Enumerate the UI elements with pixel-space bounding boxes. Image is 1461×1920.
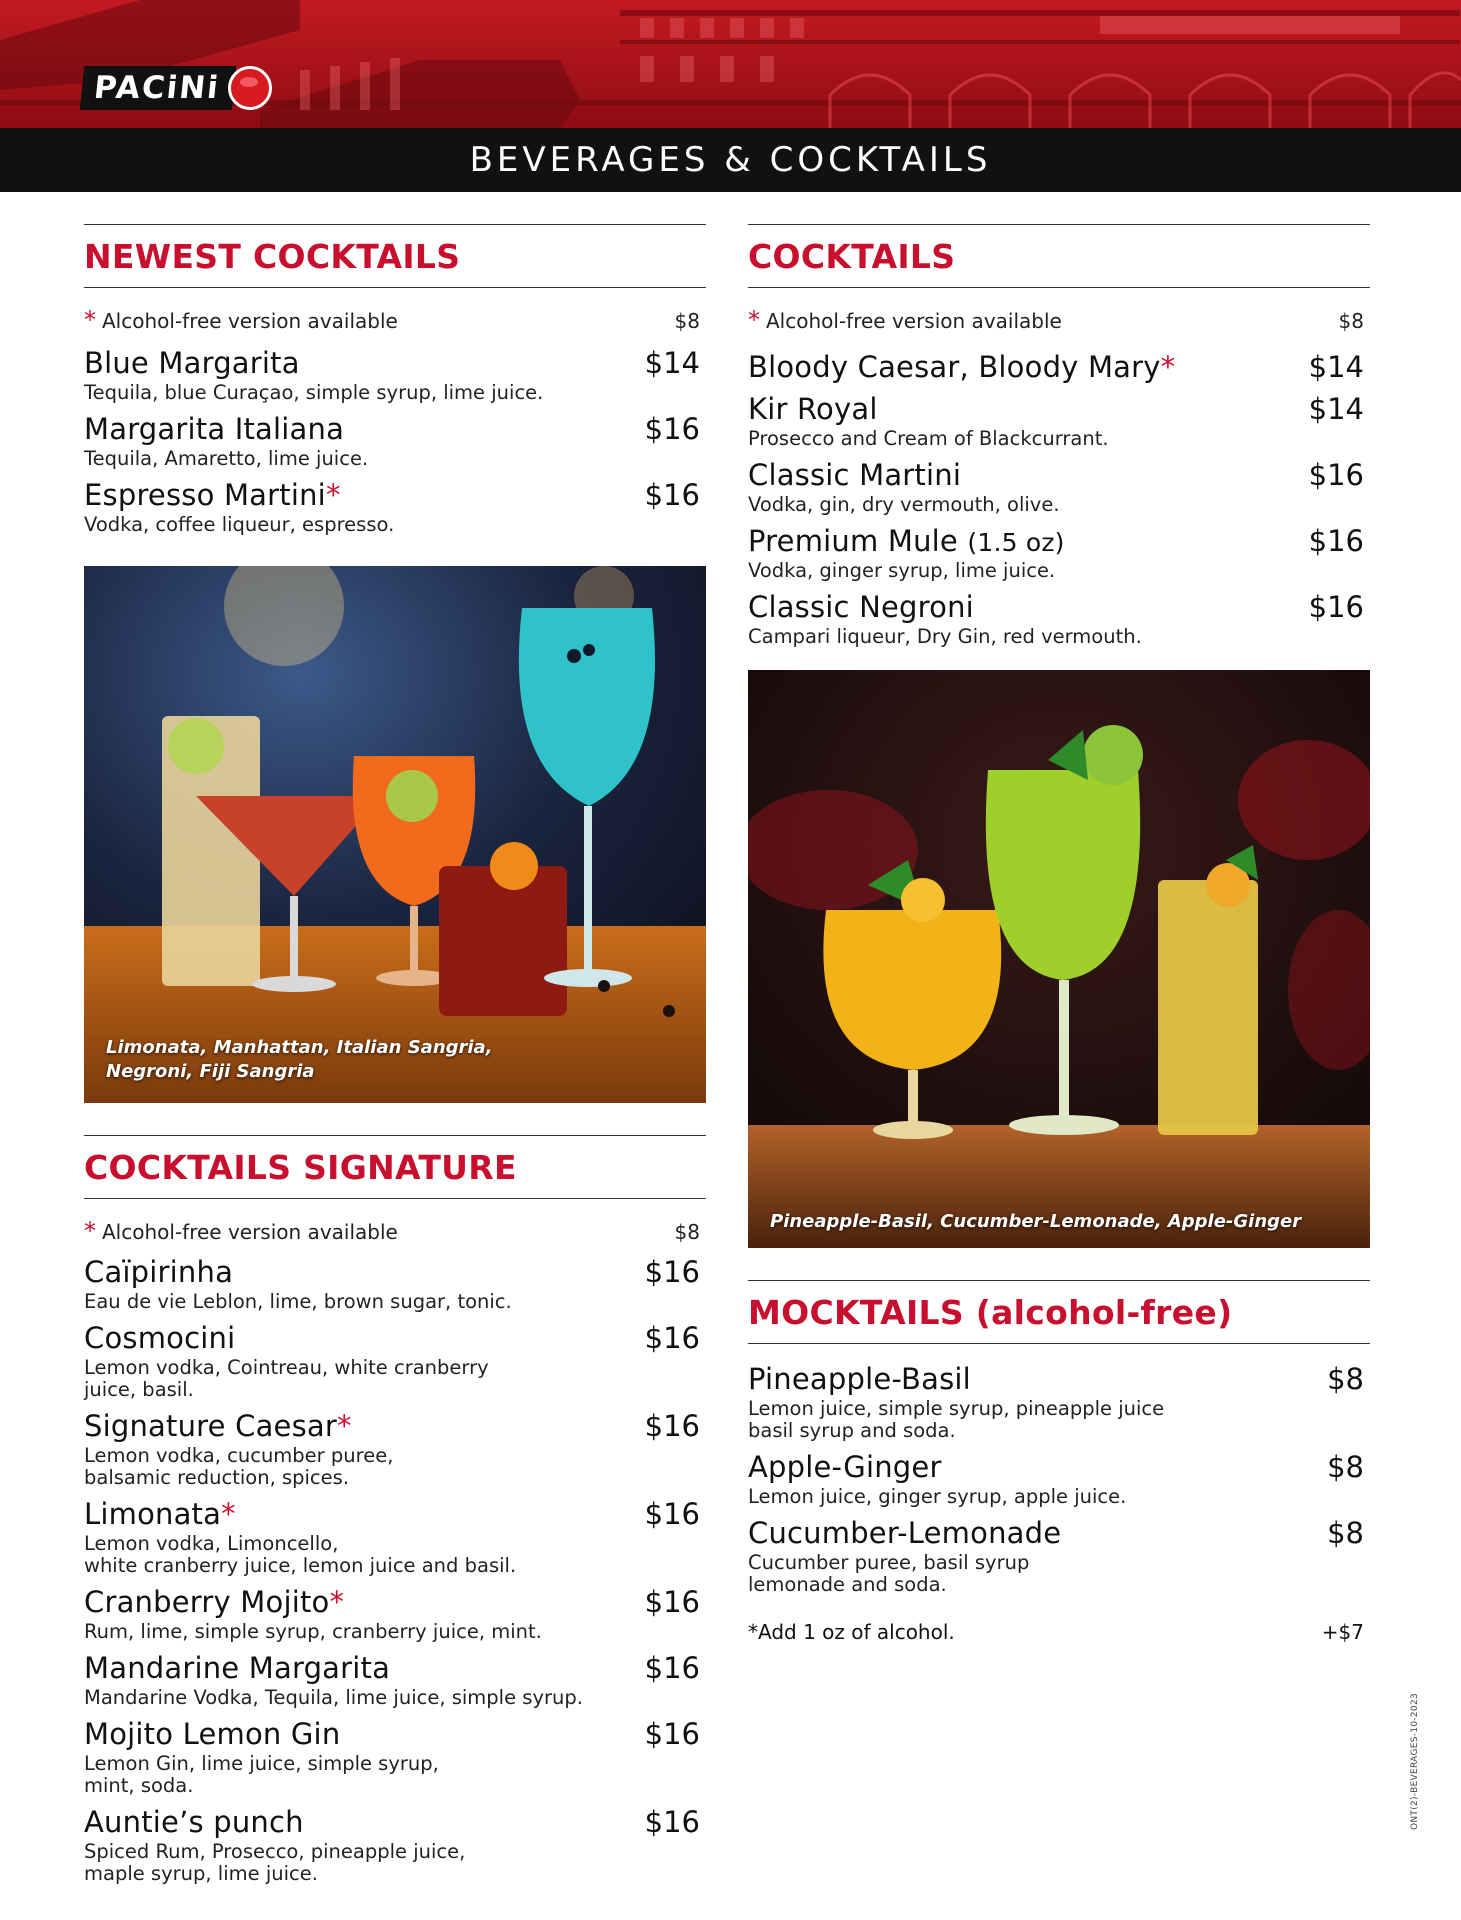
section-title-cocktails: COCKTAILS xyxy=(748,224,1370,288)
note-text: Alcohol-free version available xyxy=(766,309,1062,333)
note-price: $8 xyxy=(674,1220,700,1244)
item-description: Lemon vodka, cucumber puree, balsamic reduction, spices. xyxy=(84,1444,394,1489)
item-description: Vodka, coffee liqueur, espresso. xyxy=(84,513,395,536)
asterisk-icon: * xyxy=(325,478,341,512)
menu-item xyxy=(84,1585,706,1643)
menu-item xyxy=(84,346,706,404)
pacini-logo xyxy=(82,64,272,112)
item-price: $16 xyxy=(644,478,700,512)
menu-item xyxy=(84,478,706,536)
item-description: Prosecco and Cream of Blackcurrant. xyxy=(748,427,1109,450)
item-name: Kir Royal xyxy=(748,392,878,426)
item-price: $8 xyxy=(1327,1362,1364,1396)
item-description: Lemon vodka, Cointreau, white cranberry juice, basil. xyxy=(84,1356,489,1401)
section-title-mocktails: MOCKTAILS (alcohol-free) xyxy=(748,1280,1370,1344)
note-price: $8 xyxy=(674,309,700,333)
menu-item xyxy=(748,350,1370,384)
section-title-signature: COCKTAILS SIGNATURE xyxy=(84,1135,706,1199)
menu-item xyxy=(84,1255,706,1313)
menu-item xyxy=(748,1362,1370,1442)
note-text: Alcohol-free version available xyxy=(102,1220,398,1244)
menu-item xyxy=(84,1717,706,1797)
logo-text: PACiNi xyxy=(80,66,236,110)
menu-item xyxy=(84,412,706,470)
logo-mark-icon xyxy=(228,66,272,110)
item-name: Limonata* xyxy=(84,1497,236,1531)
item-price: $16 xyxy=(1308,524,1364,558)
item-name: Classic Martini xyxy=(748,458,962,492)
item-name: Mojito Lemon Gin xyxy=(84,1717,341,1751)
asterisk-icon: * xyxy=(84,306,96,334)
section-title-newest: NEWEST COCKTAILS xyxy=(84,224,706,288)
photo-caption: Limonata, Manhattan, Italian Sangria, Negroni, Fiji Sangria xyxy=(106,1037,493,1082)
item-price: $8 xyxy=(1327,1516,1364,1550)
asterisk-icon: * xyxy=(329,1585,345,1619)
alcohol-free-note xyxy=(84,1217,706,1245)
item-name: Auntie’s punch xyxy=(84,1805,304,1839)
item-price: $16 xyxy=(644,1805,700,1839)
item-price: $16 xyxy=(644,1651,700,1685)
item-name: Classic Negroni xyxy=(748,590,974,624)
item-price: $14 xyxy=(1308,350,1364,384)
item-name: Caïpirinha xyxy=(84,1255,234,1289)
item-description: Cucumber puree, basil syrup lemonade and soda. xyxy=(748,1551,1030,1596)
item-price: $16 xyxy=(1308,458,1364,492)
item-price: $16 xyxy=(644,1255,700,1289)
cocktail-glasses-illustration xyxy=(84,566,706,1103)
cocktails-photo xyxy=(84,566,706,1103)
item-unit: (1.5 oz) xyxy=(967,528,1065,557)
item-description: Vodka, ginger syrup, lime juice. xyxy=(748,559,1056,582)
addon-label: *Add 1 oz of alcohol. xyxy=(748,1620,955,1644)
document-code: ONT(2)-BEVERAGES-10-2023 xyxy=(1410,1692,1420,1830)
menu-item xyxy=(748,392,1370,450)
item-description: Lemon vodka, Limoncello, white cranberry juice, lemon juice and basil. xyxy=(84,1532,517,1577)
menu-item xyxy=(748,524,1370,582)
item-name: Margarita Italiana xyxy=(84,412,345,446)
item-description: Tequila, blue Curaçao, simple syrup, lime juice. xyxy=(84,381,544,404)
asterisk-icon: * xyxy=(748,306,760,334)
mocktail-glasses-illustration xyxy=(748,670,1370,1248)
asterisk-icon: * xyxy=(337,1409,352,1443)
item-description: Rum, lime, simple syrup, cranberry juice, mint. xyxy=(84,1620,542,1643)
item-price: $14 xyxy=(644,346,700,380)
item-price: $8 xyxy=(1327,1450,1364,1484)
menu-item xyxy=(84,1805,706,1885)
item-description: Vodka, gin, dry vermouth, olive. xyxy=(748,493,1060,516)
item-description: Tequila, Amaretto, lime juice. xyxy=(84,447,369,470)
item-name: Cucumber-Lemonade xyxy=(748,1516,1062,1550)
alcohol-free-note xyxy=(84,306,706,334)
item-description: Lemon Gin, lime juice, simple syrup, mint, soda. xyxy=(84,1752,439,1797)
item-price: $16 xyxy=(644,1409,700,1443)
right-column xyxy=(748,224,1370,1644)
item-name: Bloody Caesar, Bloody Mary* xyxy=(748,350,1176,384)
header-banner xyxy=(0,0,1461,128)
menu-item xyxy=(84,1497,706,1577)
item-description: Spiced Rum, Prosecco, pineapple juice, maple syrup, lime juice. xyxy=(84,1840,466,1885)
menu-item xyxy=(748,590,1370,648)
item-name: Mandarine Margarita xyxy=(84,1651,391,1685)
asterisk-icon: * xyxy=(1160,350,1176,384)
item-name: Signature Caesar* xyxy=(84,1409,352,1443)
menu-item xyxy=(748,1516,1370,1596)
item-name: Cranberry Mojito* xyxy=(84,1585,345,1619)
item-name: Blue Margarita xyxy=(84,346,300,380)
menu-item xyxy=(84,1321,706,1401)
item-description: Mandarine Vodka, Tequila, lime juice, simple syrup. xyxy=(84,1686,583,1709)
item-price: $16 xyxy=(1308,590,1364,624)
item-description: Campari liqueur, Dry Gin, red vermouth. xyxy=(748,625,1142,648)
item-name: Espresso Martini* xyxy=(84,478,341,512)
left-column xyxy=(84,224,706,1885)
alcohol-free-note xyxy=(748,306,1370,334)
menu-item xyxy=(84,1651,706,1709)
asterisk-icon: * xyxy=(221,1497,236,1531)
note-price: $8 xyxy=(1338,309,1364,333)
page-title: BEVERAGES & COCKTAILS xyxy=(0,128,1461,192)
item-name: Cosmocini xyxy=(84,1321,236,1355)
item-price: $16 xyxy=(644,1585,700,1619)
note-text: Alcohol-free version available xyxy=(102,309,398,333)
item-price: $16 xyxy=(644,1717,700,1751)
item-description: Lemon juice, simple syrup, pineapple juice basil syrup and soda. xyxy=(748,1397,1165,1442)
item-name: Pineapple-Basil xyxy=(748,1362,971,1396)
item-price: $16 xyxy=(644,412,700,446)
asterisk-icon: * xyxy=(84,1217,96,1245)
item-name: Apple-Ginger xyxy=(748,1450,942,1484)
photo-caption: Pineapple-Basil, Cucumber-Lemonade, Apple-Ginger xyxy=(770,1211,1302,1232)
item-description: Eau de vie Leblon, lime, brown sugar, tonic. xyxy=(84,1290,512,1313)
menu-item xyxy=(84,1409,706,1489)
item-price: $14 xyxy=(1308,392,1364,426)
add-alcohol-note xyxy=(748,1620,1370,1644)
item-description: Lemon juice, ginger syrup, apple juice. xyxy=(748,1485,1127,1508)
addon-price: +$7 xyxy=(1321,1620,1364,1644)
mocktails-photo xyxy=(748,670,1370,1248)
item-name: Premium Mule (1.5 oz) xyxy=(748,524,1065,558)
menu-item xyxy=(748,458,1370,516)
item-price: $16 xyxy=(644,1321,700,1355)
item-price: $16 xyxy=(644,1497,700,1531)
menu-item xyxy=(748,1450,1370,1508)
